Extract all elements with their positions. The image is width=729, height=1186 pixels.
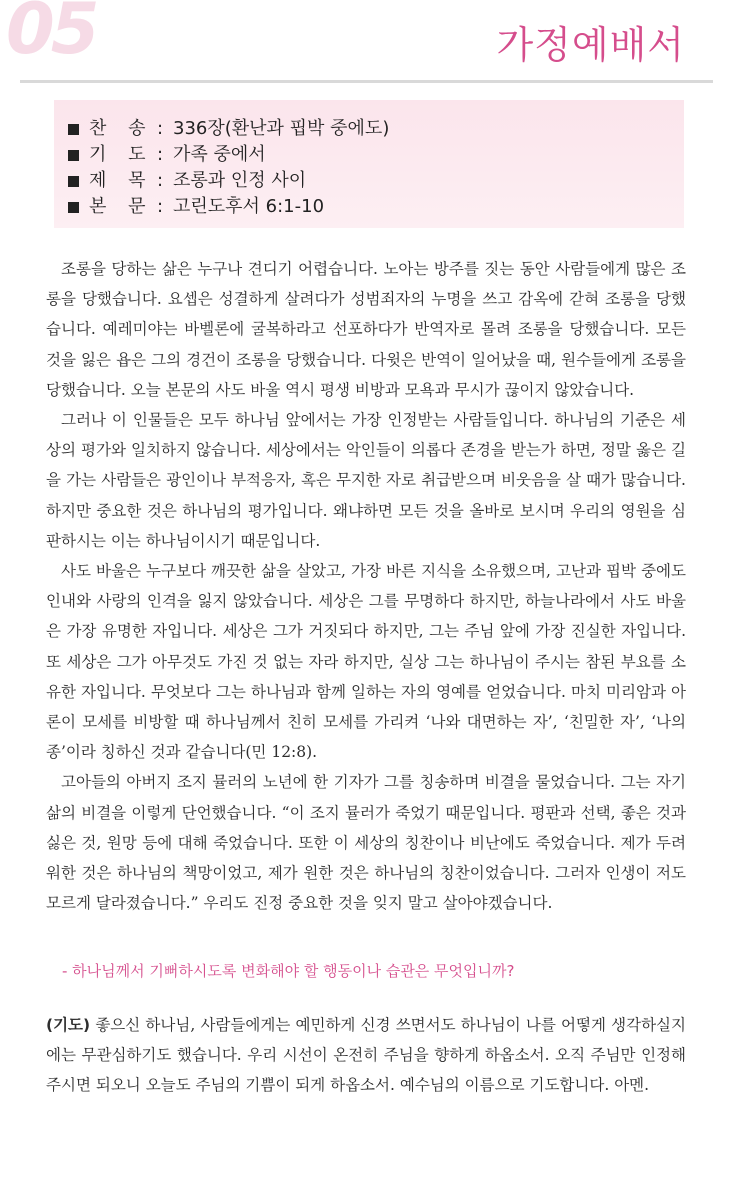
prayer-paragraph: [46, 1010, 686, 1101]
sermon-body: [46, 254, 686, 918]
body-paragraph: 조롱을 당하는 삶은 누구나 견디기 어렵습니다. 노아는 방주를 짓는 동안 사람들에게 많은 조롱을 당했습니다. 요셉은 성결하게 살려다가 성범죄자의 누명을 쓰고 감옥에 갇혀 조롱을 당했습니다. 예레미야는 바벨론에 굴복하라고 선포하다가 반역자로 몰려 조롱을 당했습니다. 모든 것을 잃은 욥은 그의 경건이 조롱을 당했습니다. 다윗은 반역이 일어났을 때, 원수들에게 조롱을 당했습니다. 오늘 본문의 사도 바울 역시 평생 비방과 모욕과 무시가 끊이지 않았습니다.: [46, 260, 686, 399]
page-title: 가정예배서: [496, 23, 685, 67]
info-label: 본 문: [89, 196, 154, 217]
info-row-subject: [68, 168, 389, 194]
square-bullet-icon: [68, 176, 79, 187]
info-value: 고린도후서 6:1-10: [173, 196, 325, 217]
info-row-prayer: [68, 142, 389, 168]
prayer-text: 좋으신 하나님, 사람들에게는 예민하게 신경 쓰면서도 하나님이 나를 어떻게 생각하실지에는 무관심하기도 했습니다. 우리 시선이 온전히 주님을 향하게 하옵소서. 오직 주님만 인정해 주시면 되오니 오늘도 주님의 기쁨이 되게 하옵소서. 예수님의 이름으로 기도합니다. 아멘.: [46, 1016, 686, 1095]
info-value: 조롱과 인정 사이: [173, 170, 307, 191]
info-colon: :: [157, 170, 164, 191]
info-value: 336장(환난과 핍박 중에도): [173, 118, 390, 139]
square-bullet-icon: [68, 202, 79, 213]
info-colon: :: [157, 118, 164, 139]
info-label: 찬 송: [89, 118, 154, 139]
header-divider: [20, 80, 713, 83]
square-bullet-icon: [68, 150, 79, 161]
body-paragraph: 사도 바울은 누구보다 깨끗한 삶을 살았고, 가장 바른 지식을 소유했으며, 고난과 핍박 중에도 인내와 사랑의 인격을 잃지 않았습니다. 세상은 그를 무명하다 하지만, 하늘나라에서 사도 바울은 가장 유명한 자입니다. 세상은 그가 거짓되다 하지만, 그는 주님 앞에 가장 진실한 자입니다. 또 세상은 그가 아무것도 가진 것 없는 자라 하지만, 실상 그는 하나님이 주시는 참된 부요를 소유한 자입니다. 무엇보다 그는 하나님과 함께 일하는 자의 영예를 얻었습니다. 마치 미리암과 아론이 모세를 비방할 때 하나님께서 친히 모세를 가리켜 ‘나와 대면하는 자’, ‘친밀한 자’, ‘나의 종’이라 칭하신 것과 같습니다(민 12:8).: [46, 562, 686, 762]
prayer-label: (기도): [46, 1016, 91, 1034]
body-paragraph: 그러나 이 인물들은 모두 하나님 앞에서는 가장 인정받는 사람들입니다. 하나님의 기준은 세상의 평가와 일치하지 않습니다. 세상에서는 악인들이 의롭다 존경을 받는가 하면, 정말 옳은 길을 가는 사람들은 광인이나 부적응자, 혹은 무지한 자로 취급받으며 비웃음을 살 때가 많습니다. 하지만 중요한 것은 하나님의 평가입니다. 왜냐하면 모든 것을 올바로 보시며 우리의 영원을 심판하시는 이는 하나님이시기 때문입니다.: [46, 411, 686, 550]
info-label: 기 도: [89, 144, 154, 165]
body-paragraph: 고아들의 아버지 조지 뮬러의 노년에 한 기자가 그를 칭송하며 비결을 물었습니다. 그는 자기 삶의 비결을 이렇게 단언했습니다. “이 조지 뮬러가 죽었기 때문입니다. 평판과 선택, 좋은 것과 싫은 것, 원망 등에 대해 죽었습니다. 또한 이 세상의 칭찬이나 비난에도 죽었습니다. 제가 두려워한 것은 하나님의 책망이었고, 제가 원한 것은 하나님의 칭찬이었습니다. 그러자 인생이 저도 모르게 달라졌습니다.” 우리도 진정 중요한 것을 잊지 말고 살아야겠습니다.: [46, 773, 686, 913]
info-label: 제 목: [89, 170, 154, 191]
worship-info-list: [68, 116, 389, 220]
closing-prayer: [46, 1010, 686, 1101]
info-value: 가족 중에서: [173, 144, 266, 165]
section-number: 05: [6, 0, 96, 70]
reflection-question: - 하나님께서 기뻐하시도록 변화해야 할 행동이나 습관은 무엇입니까?: [62, 962, 515, 980]
info-colon: :: [157, 196, 164, 217]
info-colon: :: [157, 144, 164, 165]
square-bullet-icon: [68, 124, 79, 135]
info-row-hymn: [68, 116, 389, 142]
info-row-scripture: [68, 194, 389, 220]
